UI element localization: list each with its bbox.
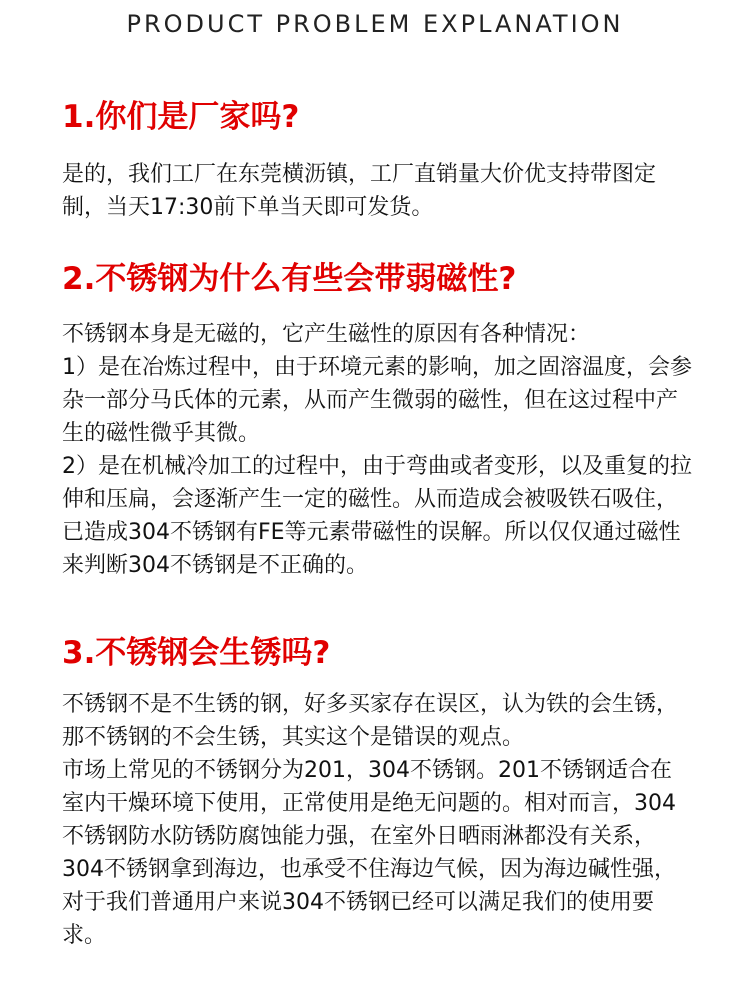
answer-1-paragraph: 是的，我们工厂在东莞横沥镇，工厂直销量大价优支持带图定制，当天17:30前下单当天即可发货。 — [62, 162, 657, 220]
answer-2 — [62, 318, 692, 582]
page-header: PRODUCT PROBLEM EXPLANATION — [126, 10, 624, 38]
answer-3 — [62, 688, 692, 952]
answer-1 — [62, 158, 692, 224]
answer-3-paragraph-1: 不锈钢不是不生锈的钢，好多买家存在误区，认为铁的会生锈，那不锈钢的不会生锈，其实这个是错误的观点。 — [62, 692, 679, 750]
answer-2-paragraph-point-1: 1）是在冶炼过程中，由于环境元素的影响，加之固溶温度，会参杂一部分马氏体的元素，从而产生微弱的磁性，但在这过程中产生的磁性微乎其微。 — [62, 355, 692, 446]
question-1-heading: 1.你们是厂家吗? — [62, 99, 300, 135]
question-3-heading: 3.不锈钢会生锈吗? — [62, 635, 331, 671]
answer-3-paragraph-2: 市场上常见的不锈钢分为201，304不锈钢。201不锈钢适合在室内干燥环境下使用，正常使用是绝无问题的。相对而言，304不锈钢防水防锈防腐蚀能力强，在室外日晒雨淋都没有关系，304不锈钢拿到海边，也承受不住海边气候，因为海边碱性强，对于我们普通用户来说304不锈钢已经可以满足我们的使用要求。 — [62, 758, 676, 948]
answer-2-paragraph-intro: 不锈钢本身是无磁的，它产生磁性的原因有各种情况： — [62, 322, 591, 347]
answer-2-paragraph-point-2: 2）是在机械冷加工的过程中，由于弯曲或者变形，以及重复的拉伸和压扁，会逐渐产生一定的磁性。从而造成会被吸铁石吸住，已造成304不锈钢有FE等元素带磁性的误解。所以仅仅通过磁性来判断304不锈钢是不正确的。 — [62, 454, 692, 578]
question-2-heading: 2.不锈钢为什么有些会带弱磁性? — [62, 261, 517, 297]
